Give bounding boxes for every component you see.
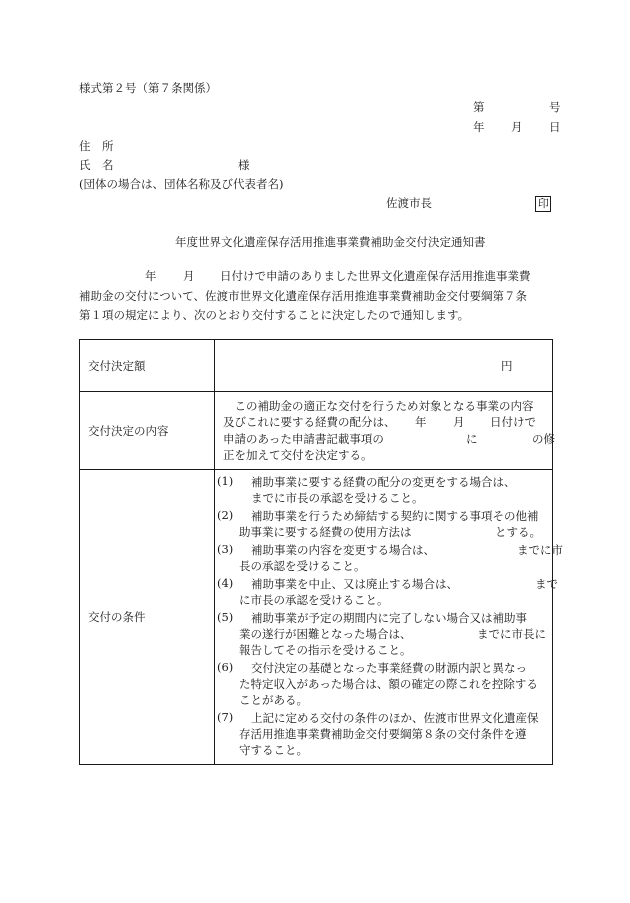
- name-label: 氏 名: [79, 158, 114, 172]
- condition-7-line-1: 上記に定める交付の条件のほか、佐渡市世界文化遺産保: [251, 711, 539, 725]
- conditions-cell: [215, 470, 563, 765]
- conditions-label: 交付の条件: [80, 470, 215, 765]
- condition-7-line-3: 守すること。: [239, 743, 308, 757]
- condition-3-num: (3): [217, 542, 234, 556]
- condition-3-line-2: までに市: [517, 543, 563, 557]
- date-month: 月: [511, 120, 523, 134]
- content-line-4: 正を加えて交付を決定する。: [223, 448, 373, 462]
- intro-text-2: 補助金の交付について、佐渡市世界文化遺産保存活用推進事業費補助金交付要綱第７条: [79, 289, 528, 303]
- content-row: [80, 392, 553, 470]
- intro-text-3: 第１項の規定により、次のとおり交付することに決定したので通知します。: [79, 308, 470, 322]
- intro-text-1: 日付けで申請のありました世界文化遺産保存活用推進事業費: [220, 269, 531, 283]
- condition-4-num: (4): [217, 576, 234, 590]
- content-line-3a: 申請のあった申請書記載事項の: [223, 431, 384, 446]
- condition-2-num: (2): [217, 508, 234, 522]
- condition-5-num: (5): [217, 610, 234, 624]
- content-line-2d: 日付けで: [490, 415, 536, 429]
- content-line-1: この補助金の適正な交付を行うため対象となる事業の内容: [234, 398, 534, 413]
- condition-7-num: (7): [217, 710, 234, 724]
- number-go: 号: [549, 100, 561, 114]
- amount-unit: 円: [501, 359, 513, 373]
- condition-1-line-2: までに市長の承認を受けること。: [251, 491, 424, 505]
- issuer-title: 佐渡市長: [386, 196, 432, 210]
- condition-4-line-1: 補助事業を中止、又は廃止する場合は、: [251, 577, 458, 591]
- decision-table: [79, 339, 563, 765]
- condition-3-line-1: 補助事業の内容を変更する場合は、: [251, 543, 435, 557]
- number-dai: 第: [473, 100, 485, 114]
- content-cell: [215, 392, 553, 470]
- date-day: 日: [549, 120, 561, 134]
- content-line-3c: の修: [532, 431, 555, 446]
- amount-row: [80, 340, 553, 392]
- amount-label: 交付決定額: [80, 340, 215, 392]
- content-line-2c: 月: [453, 415, 465, 429]
- condition-7-line-2: 存活用推進事業費補助金交付要綱第８条の交付条件を遵: [239, 727, 527, 741]
- content-line-2a: 及びこれに要する経費の配分は、: [223, 415, 396, 429]
- condition-5-line-1: 補助事業が予定の期間内に完了しない場合又は補助事: [251, 611, 527, 625]
- condition-5-line-3: までに市長に: [477, 627, 546, 641]
- conditions-row: [80, 470, 553, 765]
- content-label: 交付決定の内容: [80, 392, 215, 470]
- address-label: 住 所: [79, 139, 114, 153]
- condition-2-line-2: 助事業に要する経費の使用方法は: [239, 525, 412, 539]
- condition-3-line-3: 長の承認を受けること。: [239, 559, 366, 573]
- content-line-3b: に: [466, 431, 478, 446]
- condition-2-line-1: 補助事業を行うため締結する契約に関する事項その他補: [251, 509, 539, 523]
- condition-6-line-2: た特定収入があった場合は、額の確定の際これを控除する: [239, 677, 538, 691]
- content-line-2b: 年: [415, 415, 427, 429]
- amount-cell: [215, 340, 553, 392]
- seal-mark: 印: [535, 196, 551, 212]
- condition-2-line-3: とする。: [495, 525, 541, 539]
- group-note: (団体の場合は、団体名称及び代表者名): [79, 177, 284, 191]
- condition-5-line-4: 報告してその指示を受けること。: [239, 643, 412, 657]
- issuer-block: [386, 195, 551, 212]
- document-title: 年度世界文化遺産保存活用推進事業費補助金交付決定通知書: [175, 235, 486, 249]
- condition-6-line-1: 交付決定の基礎となった事業経費の財源内訳と異なっ: [251, 661, 527, 675]
- form-number: 様式第２号（第７条関係）: [79, 81, 217, 95]
- condition-6-line-3: ことがある。: [239, 693, 308, 707]
- condition-4-line-2: まで: [535, 577, 558, 591]
- condition-4-line-3: に市長の承認を受けること。: [239, 593, 389, 607]
- sama-honorific: 様: [238, 158, 250, 172]
- intro-month: 月: [183, 269, 195, 283]
- condition-6-num: (6): [217, 660, 234, 674]
- date-year: 年: [473, 120, 485, 134]
- condition-1-num: (1): [217, 474, 234, 488]
- intro-year: 年: [145, 269, 157, 283]
- condition-1-line-1: 補助事業に要する経費の配分の変更をする場合は、: [251, 475, 516, 489]
- condition-5-line-2: 業の遂行が困難となった場合は、: [239, 627, 412, 641]
